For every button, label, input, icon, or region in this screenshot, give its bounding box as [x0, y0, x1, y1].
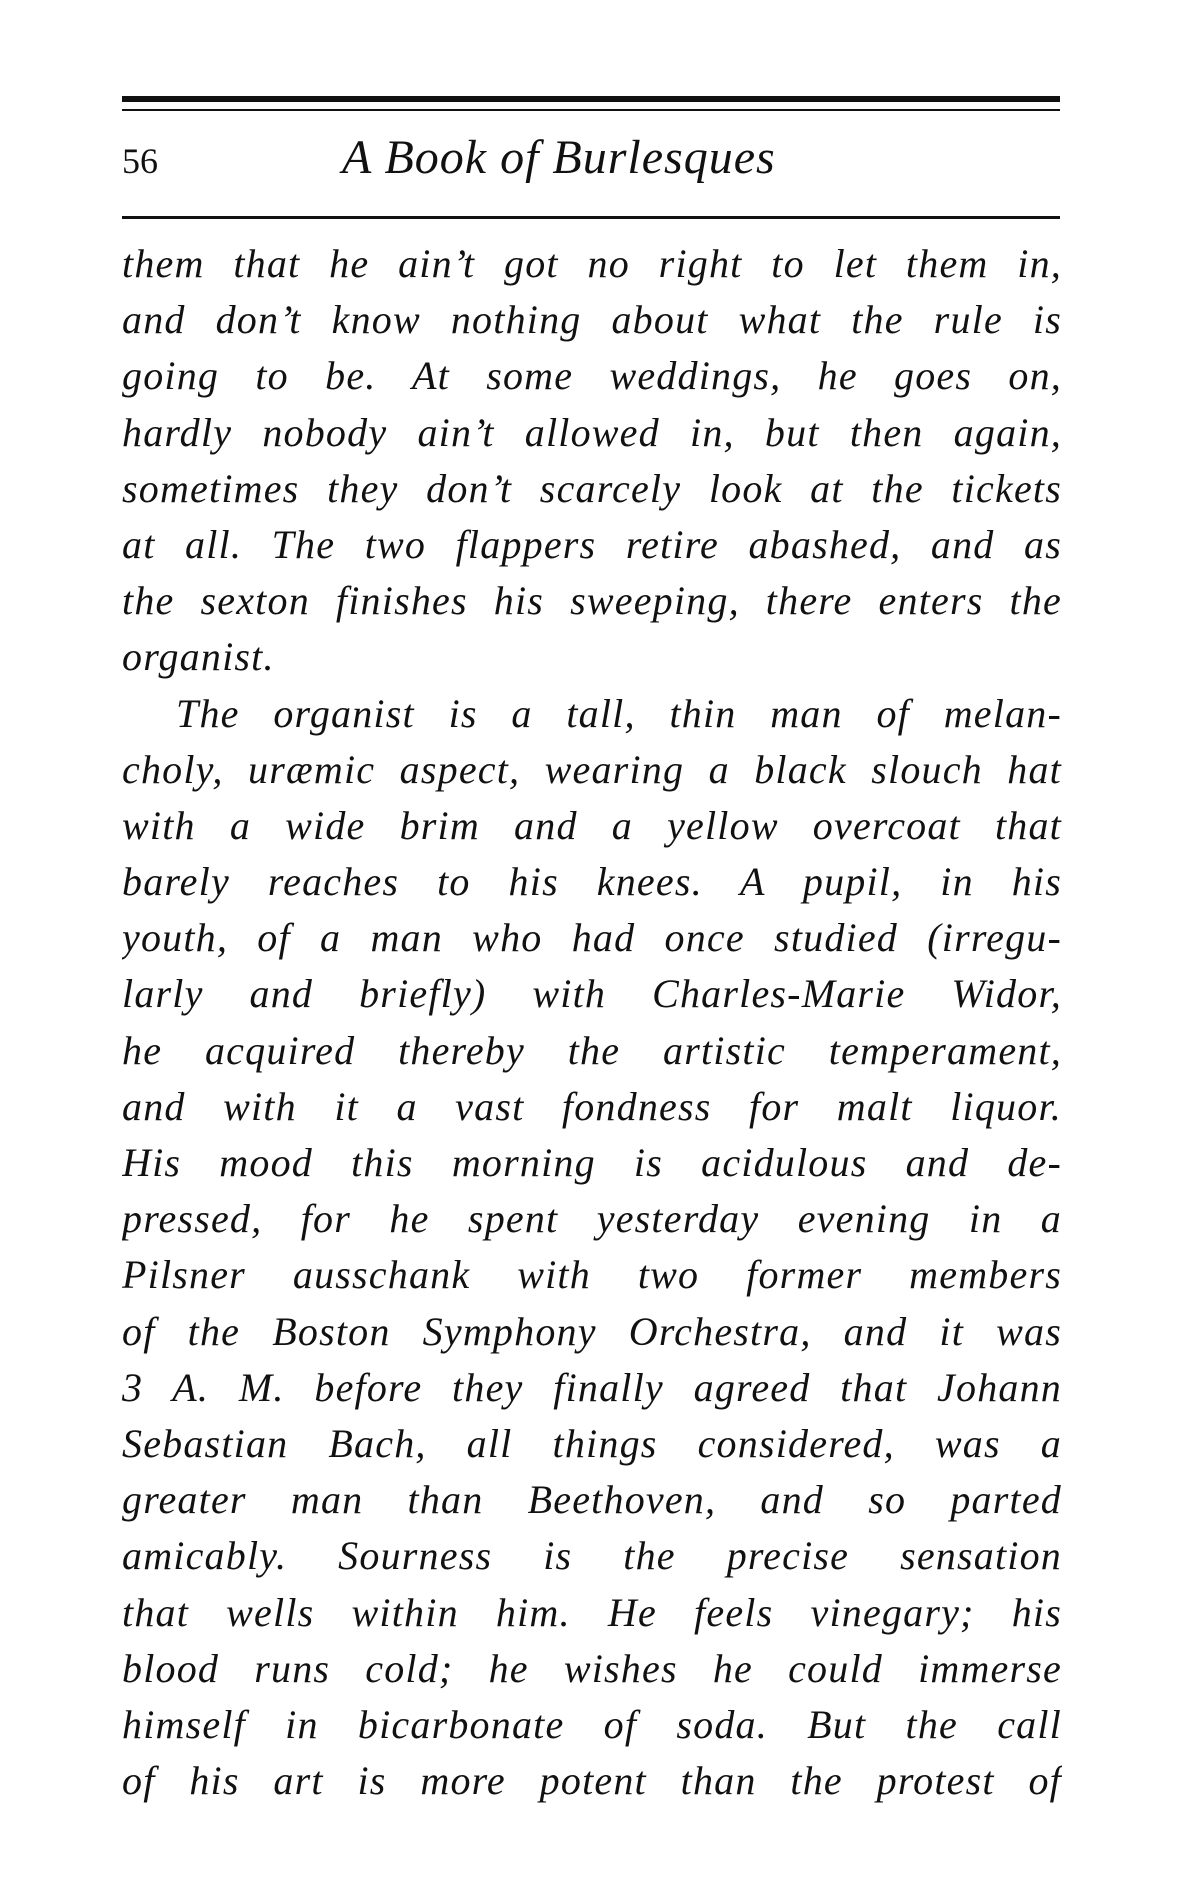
- book-title: A Book of Burlesques: [342, 131, 776, 184]
- text-line: youth, of a man who had once studied (irregu-: [122, 915, 1062, 961]
- text-line: 3 A. M. before they finally agreed that Johann: [122, 1364, 1062, 1410]
- paragraph-first-line: The organist is a tall, thin man of melan-: [176, 690, 1062, 736]
- text-line: organist.: [122, 634, 275, 680]
- text-line: barely reaches to his knees. A pupil, in his: [122, 859, 1062, 905]
- text-line: of his art is more potent than the protest of: [122, 1758, 1062, 1804]
- text-line: he acquired thereby the artistic temperament,: [122, 1027, 1062, 1073]
- text-line: them that he ain’t got no right to let them in,: [122, 241, 1062, 286]
- text-line: going to be. At some weddings, he goes on,: [122, 353, 1062, 399]
- text-line: and don’t know nothing about what the rule is: [122, 297, 1062, 343]
- text-line: blood runs cold; he wishes he could immerse: [122, 1645, 1062, 1691]
- text-line: at all. The two flappers retire abashed, and as: [122, 521, 1062, 567]
- text-line: the sexton finishes his sweeping, there enters the: [122, 578, 1062, 624]
- text-line: with a wide brim and a yellow overcoat that: [122, 802, 1062, 848]
- text-line: himself in bicarbonate of soda. But the call: [122, 1701, 1062, 1747]
- text-line: His mood this morning is acidulous and de-: [122, 1140, 1062, 1185]
- header-rule: [122, 216, 1060, 219]
- text-line: hardly nobody ain’t allowed in, but then again,: [122, 409, 1062, 455]
- text-line: and with it a vast fondness for malt liquor.: [122, 1083, 1062, 1129]
- text-line: Sebastian Bach, all things considered, was a: [122, 1420, 1062, 1466]
- text-line: choly, uræmic aspect, wearing a black slouch hat: [122, 746, 1062, 792]
- running-head: [122, 130, 1060, 190]
- body-text: [122, 236, 1062, 1809]
- top-rule-thin: [122, 109, 1060, 111]
- text-line: greater man than Beethoven, and so parted: [122, 1477, 1062, 1523]
- text-line: amicably. Sourness is the precise sensation: [122, 1533, 1062, 1579]
- text-line: pressed, for he spent yesterday evening in a: [122, 1196, 1062, 1242]
- page-number: 56: [122, 141, 158, 181]
- text-line: of the Boston Symphony Orchestra, and it was: [122, 1308, 1062, 1354]
- text-line: Pilsner ausschank with two former members: [122, 1252, 1062, 1298]
- text-line: larly and briefly) with Charles-Marie Widor,: [122, 971, 1062, 1017]
- text-line: sometimes they don’t scarcely look at the tickets: [122, 465, 1062, 511]
- text-line: that wells within him. He feels vinegary; his: [122, 1589, 1062, 1635]
- top-rule-thick: [122, 96, 1060, 102]
